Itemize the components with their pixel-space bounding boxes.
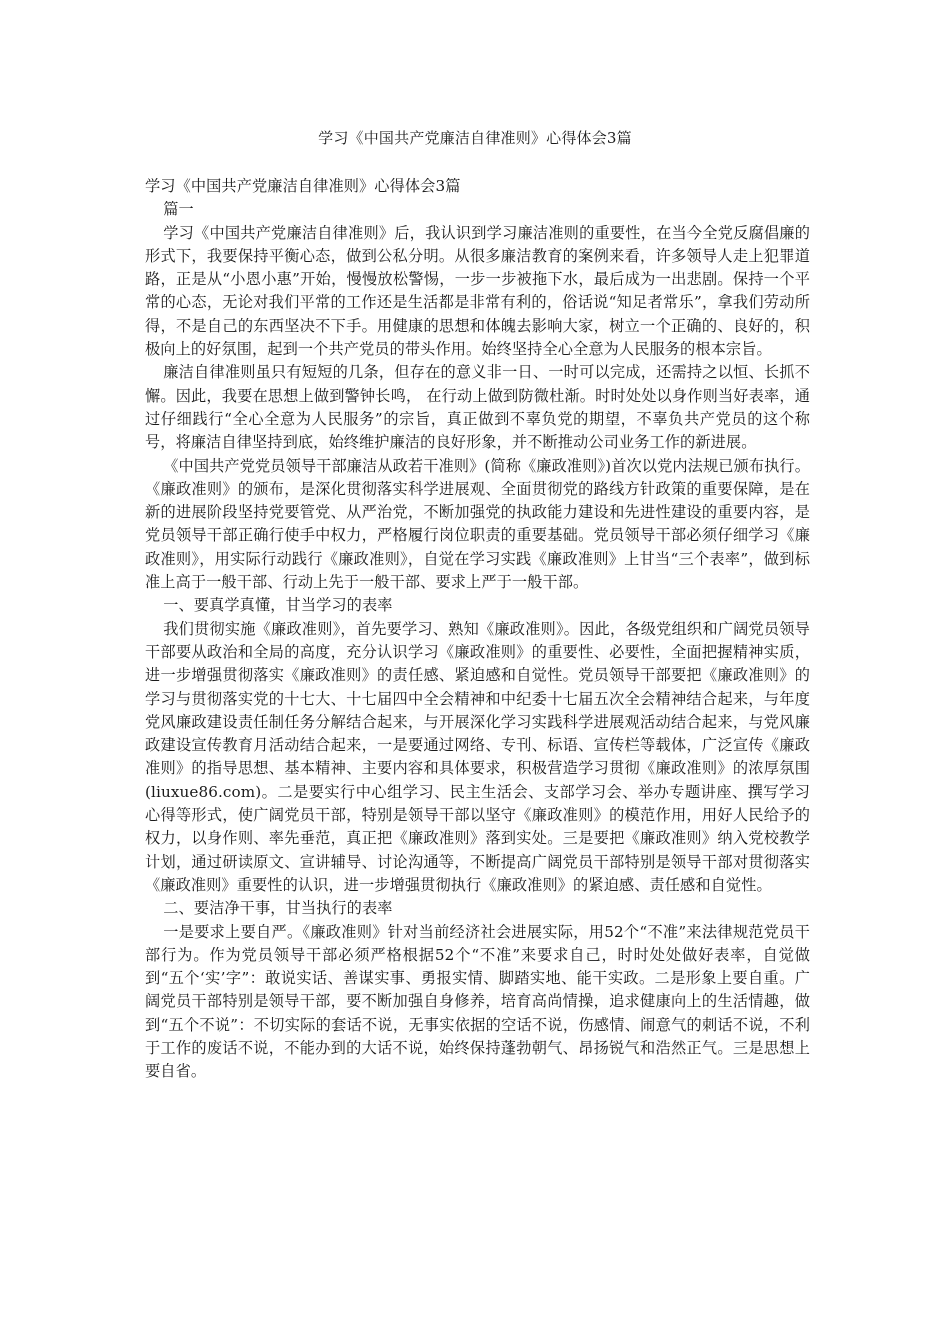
paragraph: 一是要求上要自严。《廉政准则》针对当前经济社会进展实际，用52个“不准”来法律规范党员干部行为。作为党员领导干部必须严格根据52个“不准”来要求自己，时时处处做好表率，自觉做到“五个‘实’字”：敢说实话、善谋实事、勇报实情、脚踏实地、能干实政。二是形象上要自重。广阔党员干部特别是领导干部，要不断加强自身修养，培育高尚情操，追求健康向上的生活情趣，做到“五个不说”：不切实际的套话不说，无事实依据的空话不说，伤感情、闹意气的刺话不说，不利于工作的废话不说，不能办到的大话不说，始终保持蓬勃朝气、昂扬锐气和浩然正气。三是思想上要自省。 [145,922,810,1081]
paragraph: 我们贯彻实施《廉政准则》，首先要学习、熟知《廉政准则》。因此，各级党组织和广阔党员领导干部要从政治和全局的高度，充分认识学习《廉政准则》的重要性、必要性，全面把握精神实质，进一步增强贯彻落实《廉政准则》的责任感、紧迫感和自觉性。党员领导干部要把《廉政准则》的学习与贯彻落实党的十七大、十七届四中全会精神和中纪委十七届五次全会精神结合起来，与年度党风廉政建设责任制任务分解结合起来，与开展深化学习实践科学进展观活动结合起来，与党风廉政建设宣传教育月活动结合起来，一是要通过网络、专刊、标语、宣传栏等载体，广泛宣传《廉政准则》的指导思想、基本精神、主要内容和具体要求，积极营造学习贯彻《廉政准则》的浓厚氛围(liuxue86.com)。二是要实行中心组学习、民主生活会、支部学习会、举办专题讲座、撰写学习心得等形式，使广阔党员干部，特别是领导干部以坚守《廉政准则》的模范作用，用好人民给予的权力，以身作则、率先垂范，真正把《廉政准则》落到实处。三是要把《廉政准则》纳入党校教学计划，通过研读原文、宣讲辅导、讨论沟通等，不断提高广阔党员干部特别是领导干部对贯彻落实《廉政准则》重要性的认识，进一步增强贯彻执行《廉政准则》的紧迫感、责任感和自觉性。 [145,619,810,894]
section-label: 篇一 [163,200,194,219]
document-subtitle: 学习《中国共产党廉洁自律准则》心得体会3篇 [145,177,461,195]
section-heading: 一、要真学真懂，甘当学习的表率 [163,596,393,615]
paragraph: 《中国共产党党员领导干部廉洁从政若干准则》(简称《廉政准则》)首次以党内法规已颁布执行。《廉政准则》的颁布，是深化贯彻落实科学进展观、全面贯彻党的路线方针政策的重要保障，是在新的进展阶段坚持党要管党、从严治党，不断加强党的执政能力建设和先进性建设的重要内容，是党员领导干部正确行使手中权力，严格履行岗位职责的重要基础。党员领导干部必须仔细学习《廉政准则》，用实际行动践行《廉政准则》，自觉在学习实践《廉政准则》上甘当“三个表率”，做到标准上高于一般干部、行动上先于一般干部、要求上严于一般干部。 [145,456,810,592]
paragraph: 廉洁自律准则虽只有短短的几条，但存在的意义非一日、一时可以完成，还需持之以恒、长抓不懈。因此，我要在思想上做到警钟长鸣， 在行动上做到防微杜渐。时时处处以身作则当好表率，通过仔细践行“全心全意为人民服务”的宗旨，真正做到不辜负党的期望，不辜负共产党员的这个称号，将廉洁自律坚持到底，始终维护廉洁的良好形象，并不断推动公司业务工作的新进展。 [145,363,810,452]
document-title: 学习《中国共产党廉洁自律准则》心得体会3篇 [318,129,632,147]
section-heading: 二、要洁净干事，甘当执行的表率 [163,899,393,918]
document-body [145,175,810,1084]
paragraph: 学习《中国共产党廉洁自律准则》后，我认识到学习廉洁准则的重要性，在当今全党反腐倡廉的形式下，我要保持平衡心态，做到公私分明。从很多廉洁教育的案例来看，许多领导人走上犯罪道路，正是从“小恩小惠”开始，慢慢放松警惕，一步一步被拖下水，最后成为一出悲剧。保持一个平常的心态，无论对我们平常的工作还是生活都是非常有利的，俗话说“知足者常乐”，拿我们劳动所得，不是自己的东西坚决不下手。用健康的思想和体魄去影响大家，树立一个正确的、良好的，积极向上的好氛围，起到一个共产党员的带头作用。始终坚持全心全意为人民服务的根本宗旨。 [145,223,810,359]
